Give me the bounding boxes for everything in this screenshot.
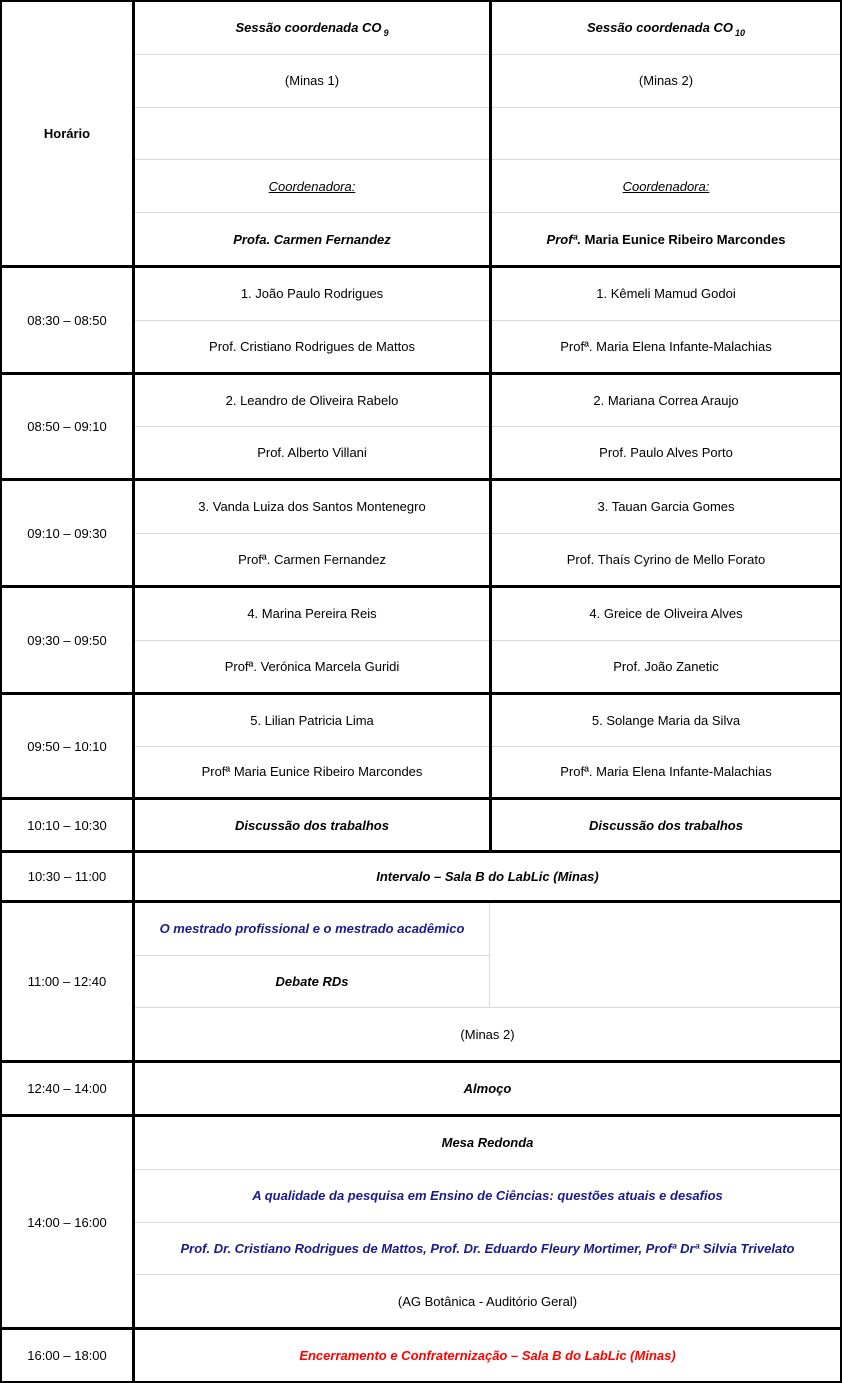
round-table-topic: A qualidade da pesquisa em Ensino de Ciências: questões atuais e desafios <box>135 1169 840 1222</box>
debate-room: (Minas 2) <box>135 1007 840 1060</box>
header-column-left <box>132 2 489 265</box>
debate-row <box>2 900 840 1060</box>
session-row <box>2 265 840 372</box>
advisor-name: Prof. Alberto Villani <box>135 426 489 478</box>
time-cell: 09:50 – 10:10 <box>27 738 107 754</box>
time-column-header: Horário <box>43 126 91 141</box>
room-left: (Minas 1) <box>135 54 489 107</box>
debate-title: O mestrado profissional e o mestrado acadêmico <box>159 921 465 937</box>
session-number-subscript: 10 <box>734 27 745 38</box>
header-empty-right <box>492 107 840 160</box>
interval-row <box>2 850 840 900</box>
presenter-name: 2. Leandro de Oliveira Rabelo <box>225 393 399 408</box>
closing-label: Encerramento e Confraternização – Sala B do LabLic (Minas) <box>132 1330 840 1381</box>
discussion-label: Discussão dos trabalhos <box>589 817 743 833</box>
round-table-title: Mesa Redonda <box>441 1135 534 1151</box>
presenter-name: 3. Vanda Luiza dos Santos Montenegro <box>198 499 426 515</box>
debate-empty-cell <box>489 903 840 1007</box>
discussion-row <box>2 797 840 850</box>
session-row <box>2 692 840 797</box>
closing-row <box>2 1327 840 1381</box>
lunch-row <box>2 1060 840 1114</box>
presenter-name: 1. Kêmeli Mamud Godoi <box>596 286 736 302</box>
session-cell-right <box>489 588 840 692</box>
advisor-name: Profª. Maria Elena Infante-Malachias <box>492 746 840 798</box>
session-cell-right <box>489 695 840 797</box>
session-title-right: Sessão coordenada CO $_{10}$ <box>587 20 745 38</box>
advisor-name: Prof. João Zanetic <box>492 640 840 693</box>
session-cell-left <box>132 695 489 797</box>
session-cell-left <box>132 375 489 478</box>
session-row <box>2 585 840 692</box>
advisor-name: Profª. Verónica Marcela Guridi <box>135 640 489 693</box>
session-row <box>2 478 840 585</box>
time-cell: 16:00 – 18:00 <box>27 1348 107 1363</box>
session-title-left: Sessão coordenada CO $_9$ <box>235 20 389 38</box>
advisor-name: Prof. Cristiano Rodrigues de Mattos <box>135 320 489 373</box>
presenter-name: 1. João Paulo Rodrigues <box>240 286 384 302</box>
header-row <box>2 2 840 265</box>
time-cell: 08:30 – 08:50 <box>27 312 107 328</box>
coordinator-name-left: Profa. Carmen Fernandez <box>135 212 489 265</box>
advisor-name: Profª Maria Eunice Ribeiro Marcondes <box>135 746 489 798</box>
session-cell-left <box>132 588 489 692</box>
header-empty-left <box>135 107 489 160</box>
lunch-label: Almoço <box>132 1063 840 1114</box>
round-table-speakers: Prof. Dr. Cristiano Rodrigues de Mattos, Prof. Dr. Eduardo Fleury Mortimer, Profª Drª Silvia Trivelato <box>135 1222 840 1275</box>
round-table-row <box>2 1114 840 1327</box>
advisor-name: Profª. Maria Elena Infante-Malachias <box>492 320 840 373</box>
time-cell: 11:00 – 12:40 <box>27 974 107 989</box>
debate-subtitle: Debate RDs <box>135 955 489 1008</box>
coordinator-label-right: Coordenadora: <box>492 159 840 212</box>
presenter-name: 4. Greice de Oliveira Alves <box>589 606 743 622</box>
advisor-name: Prof. Thaís Cyrino de Mello Forato <box>492 533 840 586</box>
time-cell: 10:10 – 10:30 <box>27 817 107 833</box>
interval-label: Intervalo – Sala B do LabLic (Minas) <box>132 853 840 900</box>
header-column-right <box>489 2 840 265</box>
time-cell: 12:40 – 14:00 <box>27 1081 107 1096</box>
discussion-cell-right <box>489 800 840 850</box>
presenter-name: 2. Mariana Correa Araujo <box>593 393 739 408</box>
advisor-name: Prof. Paulo Alves Porto <box>492 426 840 478</box>
time-cell: 08:50 – 09:10 <box>27 419 107 434</box>
presenter-name: 5. Lilian Patricia Lima <box>250 712 374 728</box>
time-cell: 14:00 – 16:00 <box>27 1214 107 1230</box>
room-right: (Minas 2) <box>492 54 840 107</box>
discussion-label: Discussão dos trabalhos <box>235 817 389 833</box>
time-cell: 10:30 – 11:00 <box>27 869 107 884</box>
presenter-name: 5. Solange Maria da Silva <box>591 712 741 728</box>
presenter-name: 3. Tauan Garcia Gomes <box>597 499 735 515</box>
session-cell-right <box>489 268 840 372</box>
round-table-room: (AG Botânica - Auditório Geral) <box>135 1274 840 1327</box>
time-cell: 09:30 – 09:50 <box>27 632 107 648</box>
session-number-subscript: 9 <box>383 27 389 38</box>
discussion-cell-left <box>132 800 489 850</box>
coordinator-name-right: Profª. Maria Eunice Ribeiro Marcondes <box>492 212 840 265</box>
session-cell-left <box>132 268 489 372</box>
presenter-name: 4. Marina Pereira Reis <box>247 606 377 622</box>
coordinator-label-left: Coordenadora: <box>135 159 489 212</box>
round-table-block <box>132 1117 840 1327</box>
debate-block <box>132 903 840 1060</box>
time-cell: 09:10 – 09:30 <box>27 525 107 541</box>
advisor-name: Profª. Carmen Fernandez <box>135 533 489 586</box>
debate-top-section <box>135 903 840 1007</box>
session-cell-right <box>489 481 840 585</box>
session-cell-left <box>132 481 489 585</box>
session-row <box>2 372 840 478</box>
session-cell-right <box>489 375 840 478</box>
debate-left-column <box>135 903 489 1007</box>
